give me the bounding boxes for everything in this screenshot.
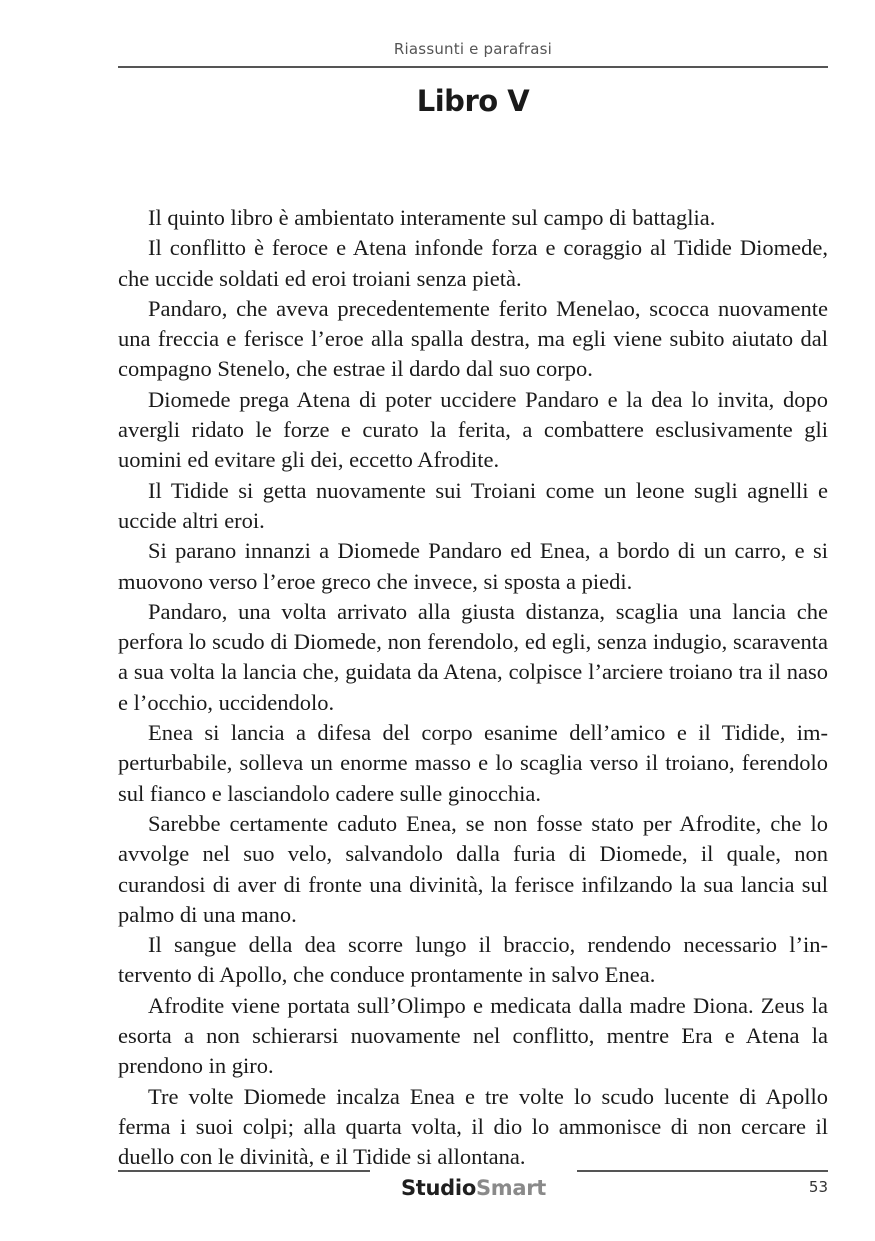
paragraph: Sarebbe certamente caduto Enea, se non fosse stato per Afrodite, che lo avvolge nel suo velo, salvandolo dalla furia di Diomede, il quale, non curandosi di aver di fronte una divinità, la ferisce infilzando la sua lancia sul palmo di una mano. [118,810,828,927]
chapter-title: Libro V [416,84,530,118]
brand-studio: Studio [400,1176,476,1200]
header-divider [118,66,828,68]
paragraph: Pandaro, una volta arrivato alla giusta distanza, scaglia una lancia che perfora lo scudo di Diomede, non ferendolo, ed egli, senza indugio, scaraventa a sua volta la lancia che, guidata da Atena, colpisce l’arciere troiano tra il naso e l’occhio, uccidendolo. [118,598,828,715]
footer-divider-right [577,1170,828,1172]
brand-smart: Smart [475,1176,547,1200]
paragraph: Il conflitto è feroce e Atena infonde forza e coraggio al Tidide Diomede, che uccide soldati ed eroi troiani senza pietà. [118,235,828,291]
running-header: Riassunti e parafrasi [393,40,553,58]
brand-logo [370,1176,577,1200]
paragraph: Afrodite viene portata sull’Olimpo e medicata dalla madre Diona. Zeus la esorta a non schierarsi nuovamente nel conflitto, mentre Era e Atena la prendono in giro. [118,992,828,1079]
body-text [118,203,828,1173]
paragraph: Si parano innanzi a Diomede Pandaro ed Enea, a bordo di un carro, e si muovono verso l’eroe greco che invece, si sposta a piedi. [118,538,828,594]
paragraph: Il sangue della dea scorre lungo il braccio, rendendo necessario l’intervento di Apollo, che conduce prontamente in salvo Enea. [118,932,828,988]
page-number: 53 [808,1178,828,1196]
paragraph: Diomede prega Atena di poter uccidere Pandaro e la dea lo invita, dopo avergli ridato le forze e curato la ferita, a combattere esclusivamente gli uomini ed evitare gli dei, eccetto Afrodite. [118,386,828,473]
paragraph: Il Tidide si getta nuovamente sui Troiani come un leone sugli agnelli e uccide altri eroi. [118,477,828,533]
paragraph: Il quinto libro è ambientato interamente sul campo di battaglia. [148,205,716,230]
paragraph: Tre volte Diomede incalza Enea e tre volte lo scudo lucente di Apollo ferma i suoi colpi; alla quarta volta, il dio lo ammonisce di non cercare il duello con le divinità, e il Tidide si allontana. [118,1083,828,1170]
footer-divider-left [118,1170,370,1172]
paragraph: Pandaro, che aveva precedentemente ferito Menelao, scocca nuovamente una freccia e ferisce l’eroe alla spalla destra, ma egli viene subito aiutato dal compagno Stenelo, che estrae il dardo dal suo corpo. [118,295,828,382]
paragraph: Enea si lancia a difesa del corpo esanime dell’amico e il Tidide, imperturbabile, solleva un enorme masso e lo scaglia verso il troiano, ferendolo sul fianco e lasciandolo cadere sulle ginocchia. [118,720,828,806]
